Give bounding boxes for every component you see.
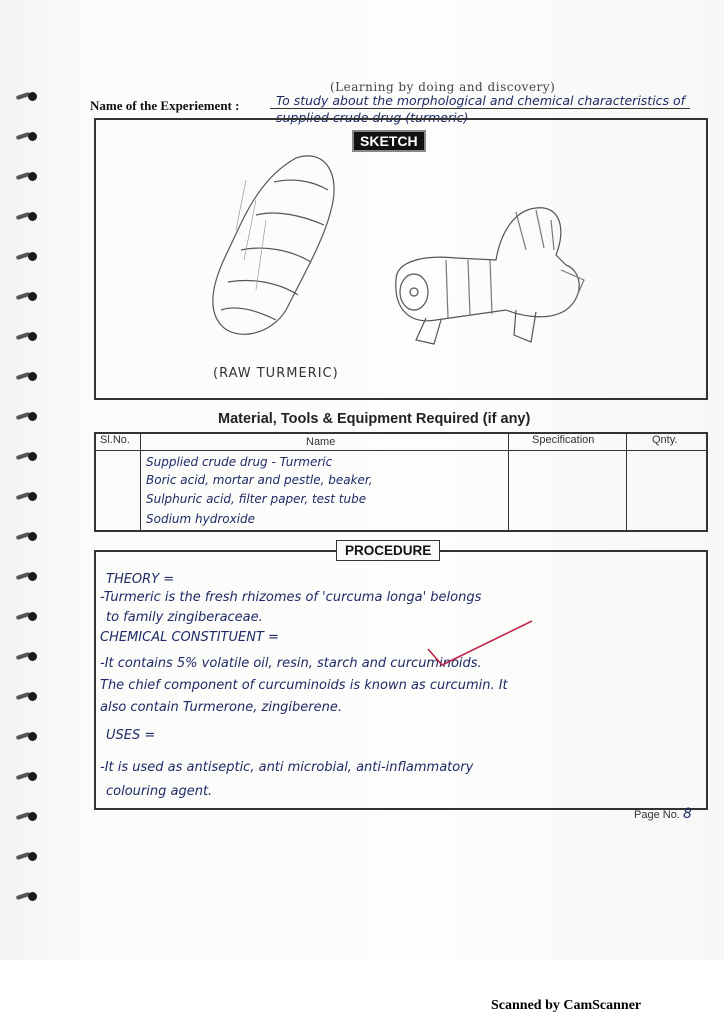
table-col-divider bbox=[626, 432, 627, 532]
page-number-value: 8 bbox=[682, 806, 692, 822]
procedure-line: The chief component of curcuminoids is known as curcumin. It bbox=[100, 678, 508, 693]
procedure-line: -Turmeric is the fresh rhizomes of 'curcuma longa' belongs bbox=[100, 590, 482, 605]
procedure-line: THEORY = bbox=[106, 572, 175, 587]
procedure-title: PROCEDURE bbox=[336, 540, 440, 561]
table-row: Supplied crude drug - Turmeric bbox=[146, 455, 333, 469]
table-row: Sulphuric acid, filter paper, test tube bbox=[146, 492, 367, 506]
procedure-line: -It is used as antiseptic, anti microbial, anti-inflammatory bbox=[100, 760, 474, 775]
rhizome-drawing-left bbox=[213, 156, 334, 334]
page-number bbox=[634, 806, 692, 822]
table-col-divider bbox=[508, 432, 509, 532]
table-row: Sodium hydroxide bbox=[146, 512, 256, 526]
table-header-divider bbox=[94, 450, 708, 451]
col-header-slno: Sl.No. bbox=[100, 434, 130, 446]
table-row: Boric acid, mortar and pestle, beaker, bbox=[146, 473, 373, 487]
rhizome-drawing-right bbox=[396, 208, 584, 344]
sketch-tag: SKETCH bbox=[352, 130, 426, 152]
procedure-line: -It contains 5% volatile oil, resin, starch and curcuminoids. bbox=[100, 656, 482, 671]
procedure-line: USES = bbox=[106, 728, 156, 743]
scanner-watermark: Scanned by CamScanner bbox=[491, 998, 642, 1013]
header-strip-text: (Learning by doing and discovery) bbox=[330, 80, 556, 94]
table-col-divider bbox=[140, 432, 141, 532]
sketch-caption: (RAW TURMERIC) bbox=[213, 366, 339, 381]
page-number-label: Page No. bbox=[634, 809, 680, 821]
experiment-value: To study about the morphological and chemical characteristics of supplied crude drug (turmeric) bbox=[276, 93, 686, 125]
teacher-check-mark bbox=[420, 615, 540, 675]
experiment-label: Name of the Experiement : bbox=[90, 98, 240, 113]
procedure-line: colouring agent. bbox=[106, 784, 213, 799]
spiral-binding bbox=[14, 90, 54, 910]
col-header-specification: Specification bbox=[532, 434, 595, 446]
procedure-line: CHEMICAL CONSTITUENT = bbox=[100, 630, 279, 645]
col-header-name: Name bbox=[306, 436, 336, 448]
procedure-line: also contain Turmerone, zingiberene. bbox=[100, 700, 343, 715]
col-header-qnty: Qnty. bbox=[652, 434, 678, 446]
materials-title: Material, Tools & Equipment Required (if any) bbox=[218, 411, 531, 427]
procedure-line: to family zingiberaceae. bbox=[106, 610, 263, 625]
turmeric-sketch bbox=[96, 120, 706, 398]
